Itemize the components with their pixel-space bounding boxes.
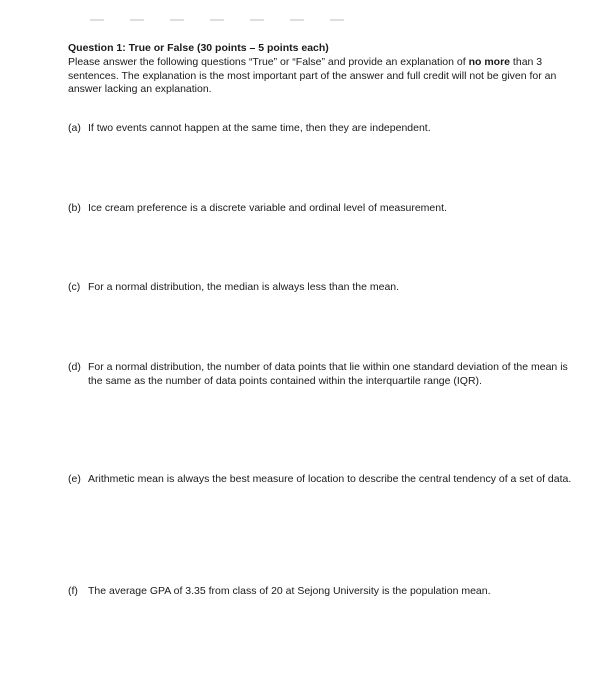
question-instructions [68, 56, 588, 97]
question-header [68, 42, 588, 97]
question-item-b [68, 202, 578, 216]
item-label: (c) [68, 281, 81, 293]
item-label: (d) [68, 361, 81, 373]
scan-artifact-line [90, 19, 350, 21]
item-text: If two events cannot happen at the same time, then they are independent. [88, 122, 431, 134]
item-label: (e) [68, 473, 81, 485]
question-title: Question 1: True or False (30 points – 5 points each) [68, 42, 329, 54]
instructions-text-start: Please answer the following questions “True” or “False” and provide an explanation of [68, 56, 469, 68]
item-text: The average GPA of 3.35 from class of 20 at Sejong University is the population mean. [88, 585, 491, 597]
question-item-f [68, 585, 578, 599]
question-item-d [68, 361, 578, 388]
item-label: (a) [68, 122, 81, 134]
question-item-e [68, 473, 578, 487]
item-label: (f) [68, 585, 78, 597]
item-text: Arithmetic mean is always the best measure of location to describe the central tendency of a set of data. [88, 473, 572, 485]
question-item-a [68, 122, 578, 136]
item-text: For a normal distribution, the number of data points that lie within one standard deviation of the mean is the same as the number of data points contained within the interquartile range (IQR). [88, 361, 568, 387]
question-item-c [68, 281, 578, 295]
item-text: Ice cream preference is a discrete variable and ordinal level of measurement. [88, 202, 447, 214]
instructions-text-end: than 3 sentences. The explanation is the most important part of the answer and full credit will not be given for an answer lacking an explanation. [68, 56, 557, 95]
item-text: For a normal distribution, the median is always less than the mean. [88, 281, 400, 293]
item-label: (b) [68, 202, 81, 214]
instructions-emphasis: no more [468, 56, 511, 68]
